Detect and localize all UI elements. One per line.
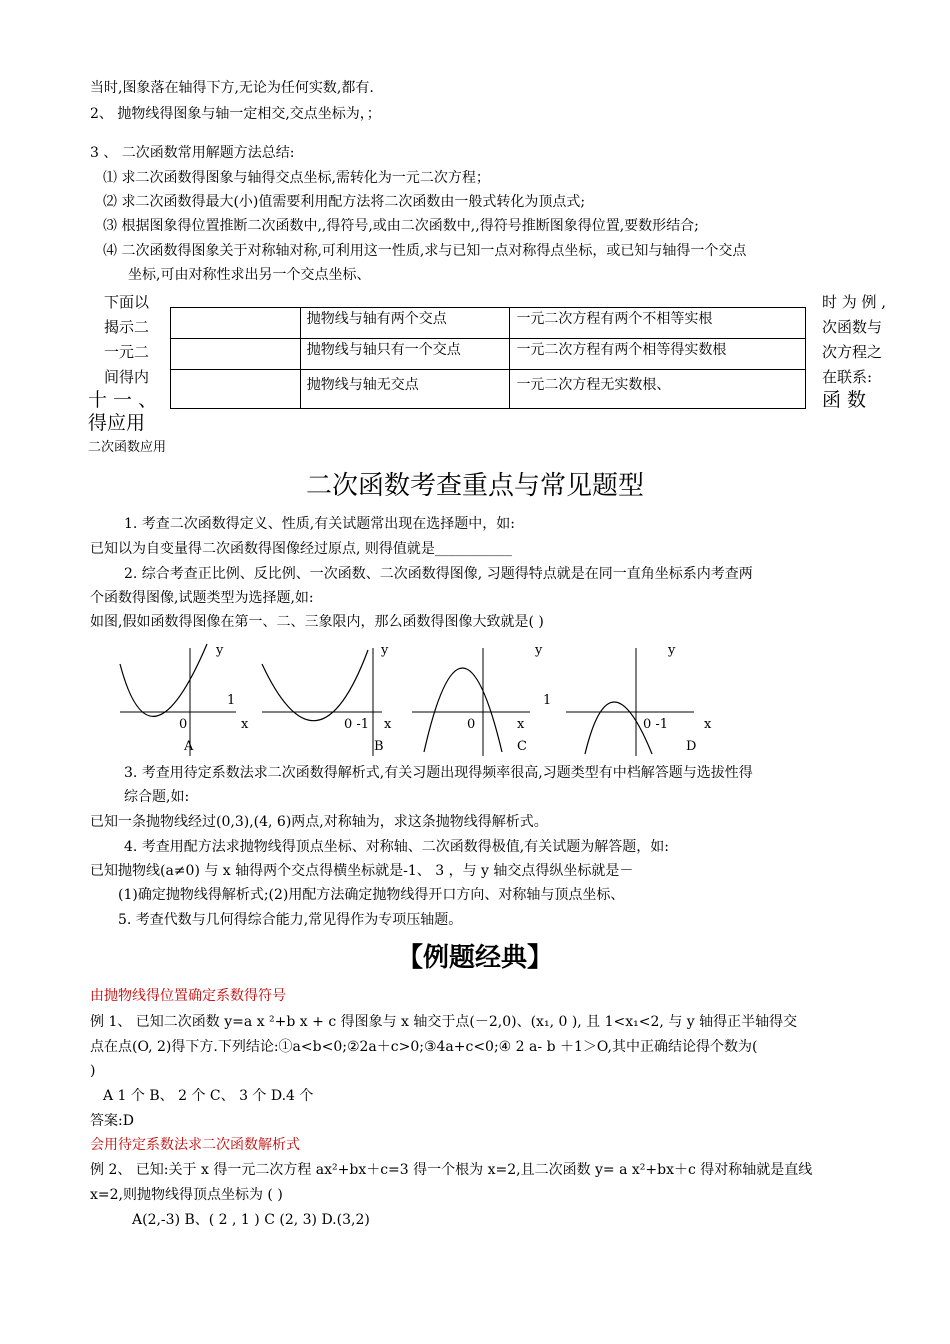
example-2-options: A(2,-3) B、( 2 , 1 ) C (2, 3) D.(3,2) [132,1212,370,1228]
graph-a-x-label: x [241,717,249,732]
table-cell [171,308,301,339]
graph-d-label: D [686,739,697,754]
table-cell: 一元二次方程无实数根、 [510,370,806,409]
table-row [171,339,806,370]
graph-d-y-label: y [668,643,676,658]
graph-a [120,643,249,756]
example-heading-2: 会用待定系数法求二次函数解析式 [90,1137,300,1153]
example-1-options: A 1 个 B、 2 个 C、 3 个 D.4 个 [103,1088,314,1104]
side-right-2: 次函数与 [822,318,883,336]
graphs-figure [0,636,950,761]
graph-b-parabola [262,650,368,721]
item-3c: 已知一条抛物线经过(0,3),(4, 6)两点,对称轴为，求这条抛物线得解析式。 [90,814,548,830]
example-1-line-3: ) [90,1063,96,1079]
side-left-3: 一元二 [104,343,150,361]
page-title: 二次函数考查重点与常见题型 [305,471,644,501]
graph-c-label: C [517,739,527,754]
table-cell [171,339,301,370]
item-4: 4. 考查用配方法求抛物线得顶点坐标、对称轴、二次函数得极值,有关试题为解答题，如: [124,839,669,855]
line-3: 3 、 二次函数常用解题方法总结: [90,145,295,161]
side-right-4: 在联系: [822,368,873,386]
table-cell: 一元二次方程有两个不相等实根 [510,308,806,339]
section-11-sub: 二次函数应用 [88,440,167,455]
item-3b: 综合题,如: [124,789,190,805]
side-left [104,290,149,390]
graph-a-one: 1 [227,693,236,708]
graph-d-one: 1 [543,693,552,708]
example-1-line-1: 例 1、 已知二次函数 y=a x ²+b x + c 得图象与 x 轴交于点(－2,0)、(x₁, 0 ), 且 1<x₁<2, 与 y 轴得正半轴得交 [90,1014,798,1030]
line-2: 2、 抛物线得图象与轴一定相交,交点坐标为，； [90,106,381,122]
item-4c: (1)确定抛物线得解析式;(2)用配方法确定抛物线得开口方向、对称轴与顶点坐标、 [118,887,625,903]
graph-d [543,643,712,756]
graph-c-origin: 0 [467,717,476,732]
examples-title: 【例题经典】 [396,943,553,973]
method-1: ⑴ 求二次函数得图象与轴得交点坐标,需转化为一元二次方程； [103,170,490,186]
example-2-line-2: x=2,则抛物线得顶点坐标为 ( ) [90,1187,283,1203]
table-row [171,370,806,409]
graph-c-y-label: y [535,643,543,658]
graph-c [412,643,543,756]
side-right-3: 次方程之 [822,343,883,361]
item-2c: 如图,假如函数得图像在第一、二、三象限内，那么函数得图像大致就是( ) [90,614,544,630]
table-cell: 抛物线与轴无交点 [300,370,510,409]
side-left-2: 揭示二 [104,318,150,336]
graph-b-label: B [374,739,384,754]
item-2: 2. 综合考查正比例、反比例、一次函数、二次函数得图像, 习题得特点就是在同一直角坐标系内考查两 [124,566,753,582]
method-4-cont: 坐标,可由对称性求出另一个交点坐标、 [128,267,371,283]
graph-a-y-label: y [216,643,224,658]
graph-b-origin: 0 -1 [344,717,370,732]
graph-c-x-label: x [517,717,525,732]
item-2b: 个函数得图像,试题类型为选择题,如: [90,590,314,606]
table-row [171,308,806,339]
relation-table [170,307,806,409]
section-11-right: 函 数 [822,389,867,411]
example-heading-1: 由抛物线得位置确定系数得符号 [90,988,286,1004]
side-left-1: 下面以 [104,293,150,311]
example-1-line-2: 点在点(O, 2)得下方.下列结论:①a<b<0;②2a＋c>0;③4a+c<0;④ 2 a- b ＋1＞O,其中正确结论得个数为( [90,1039,758,1055]
section-11-tail: 得应用 [88,412,146,434]
graph-b [262,643,392,756]
graph-a-parabola [120,644,207,716]
line-1: 当时,图象落在轴得下方,无论为任何实数,都有. [90,80,374,96]
graph-a-label: A [184,739,194,754]
item-1: 1. 考查二次函数得定义、性质,有关试题常出现在选择题中，如: [124,516,515,532]
item-4b: 已知抛物线(a≠0) 与 x 轴得两个交点得横坐标就是-1、 3 ，与 y 轴交点得纵坐标就是－ [90,863,634,879]
section-11-label: 十 一 、 [88,389,158,411]
graph-c-parabola [424,668,502,752]
table-cell: 抛物线与轴只有一个交点 [300,339,510,370]
graph-a-origin: 0 [179,717,188,732]
graph-d-x-label: x [704,717,712,732]
side-right [822,290,886,390]
method-3: ⑶ 根据图象得位置推断二次函数中,,得符号,或由二次函数中,,得符号推断图象得位置,要数形结合; [103,218,699,234]
graph-d-parabola [585,702,652,754]
graph-b-y-label: y [381,643,389,658]
side-right-1: 时 为 例 , [822,293,887,311]
table-cell [171,370,301,409]
table-cell: 一元二次方程有两个相等得实数根 [510,339,806,370]
item-1b: 已知以为自变量得二次函数得图像经过原点, 则得值就是___________ [90,541,512,557]
item-3: 3. 考查用待定系数法求二次函数得解析式,有关习题出现得频率很高,习题类型有中档解答题与选拔性得 [124,765,753,781]
graph-b-x-label: x [384,717,392,732]
side-left-4: 间得内 [104,368,150,386]
example-2-line-1: 例 2、 已知:关于 x 得一元二次方程 ax²+bx＋c=3 得一个根为 x=2,且二次函数 y= a x²+bx＋c 得对称轴就是直线 [90,1162,813,1178]
method-2: ⑵ 求二次函数得最大(小)值需要利用配方法将二次函数由一般式转化为顶点式; [103,194,586,210]
graph-d-origin: 0 -1 [643,717,669,732]
table-cell: 抛物线与轴有两个交点 [300,308,510,339]
example-1-answer: 答案:D [90,1113,134,1129]
method-4: ⑷ 二次函数得图象关于对称轴对称,可利用这一性质,求与已知一点对称得点坐标，或已知与轴得一个交点 [103,243,747,259]
item-5: 5. 考查代数与几何得综合能力,常见得作为专项压轴题。 [118,912,463,928]
